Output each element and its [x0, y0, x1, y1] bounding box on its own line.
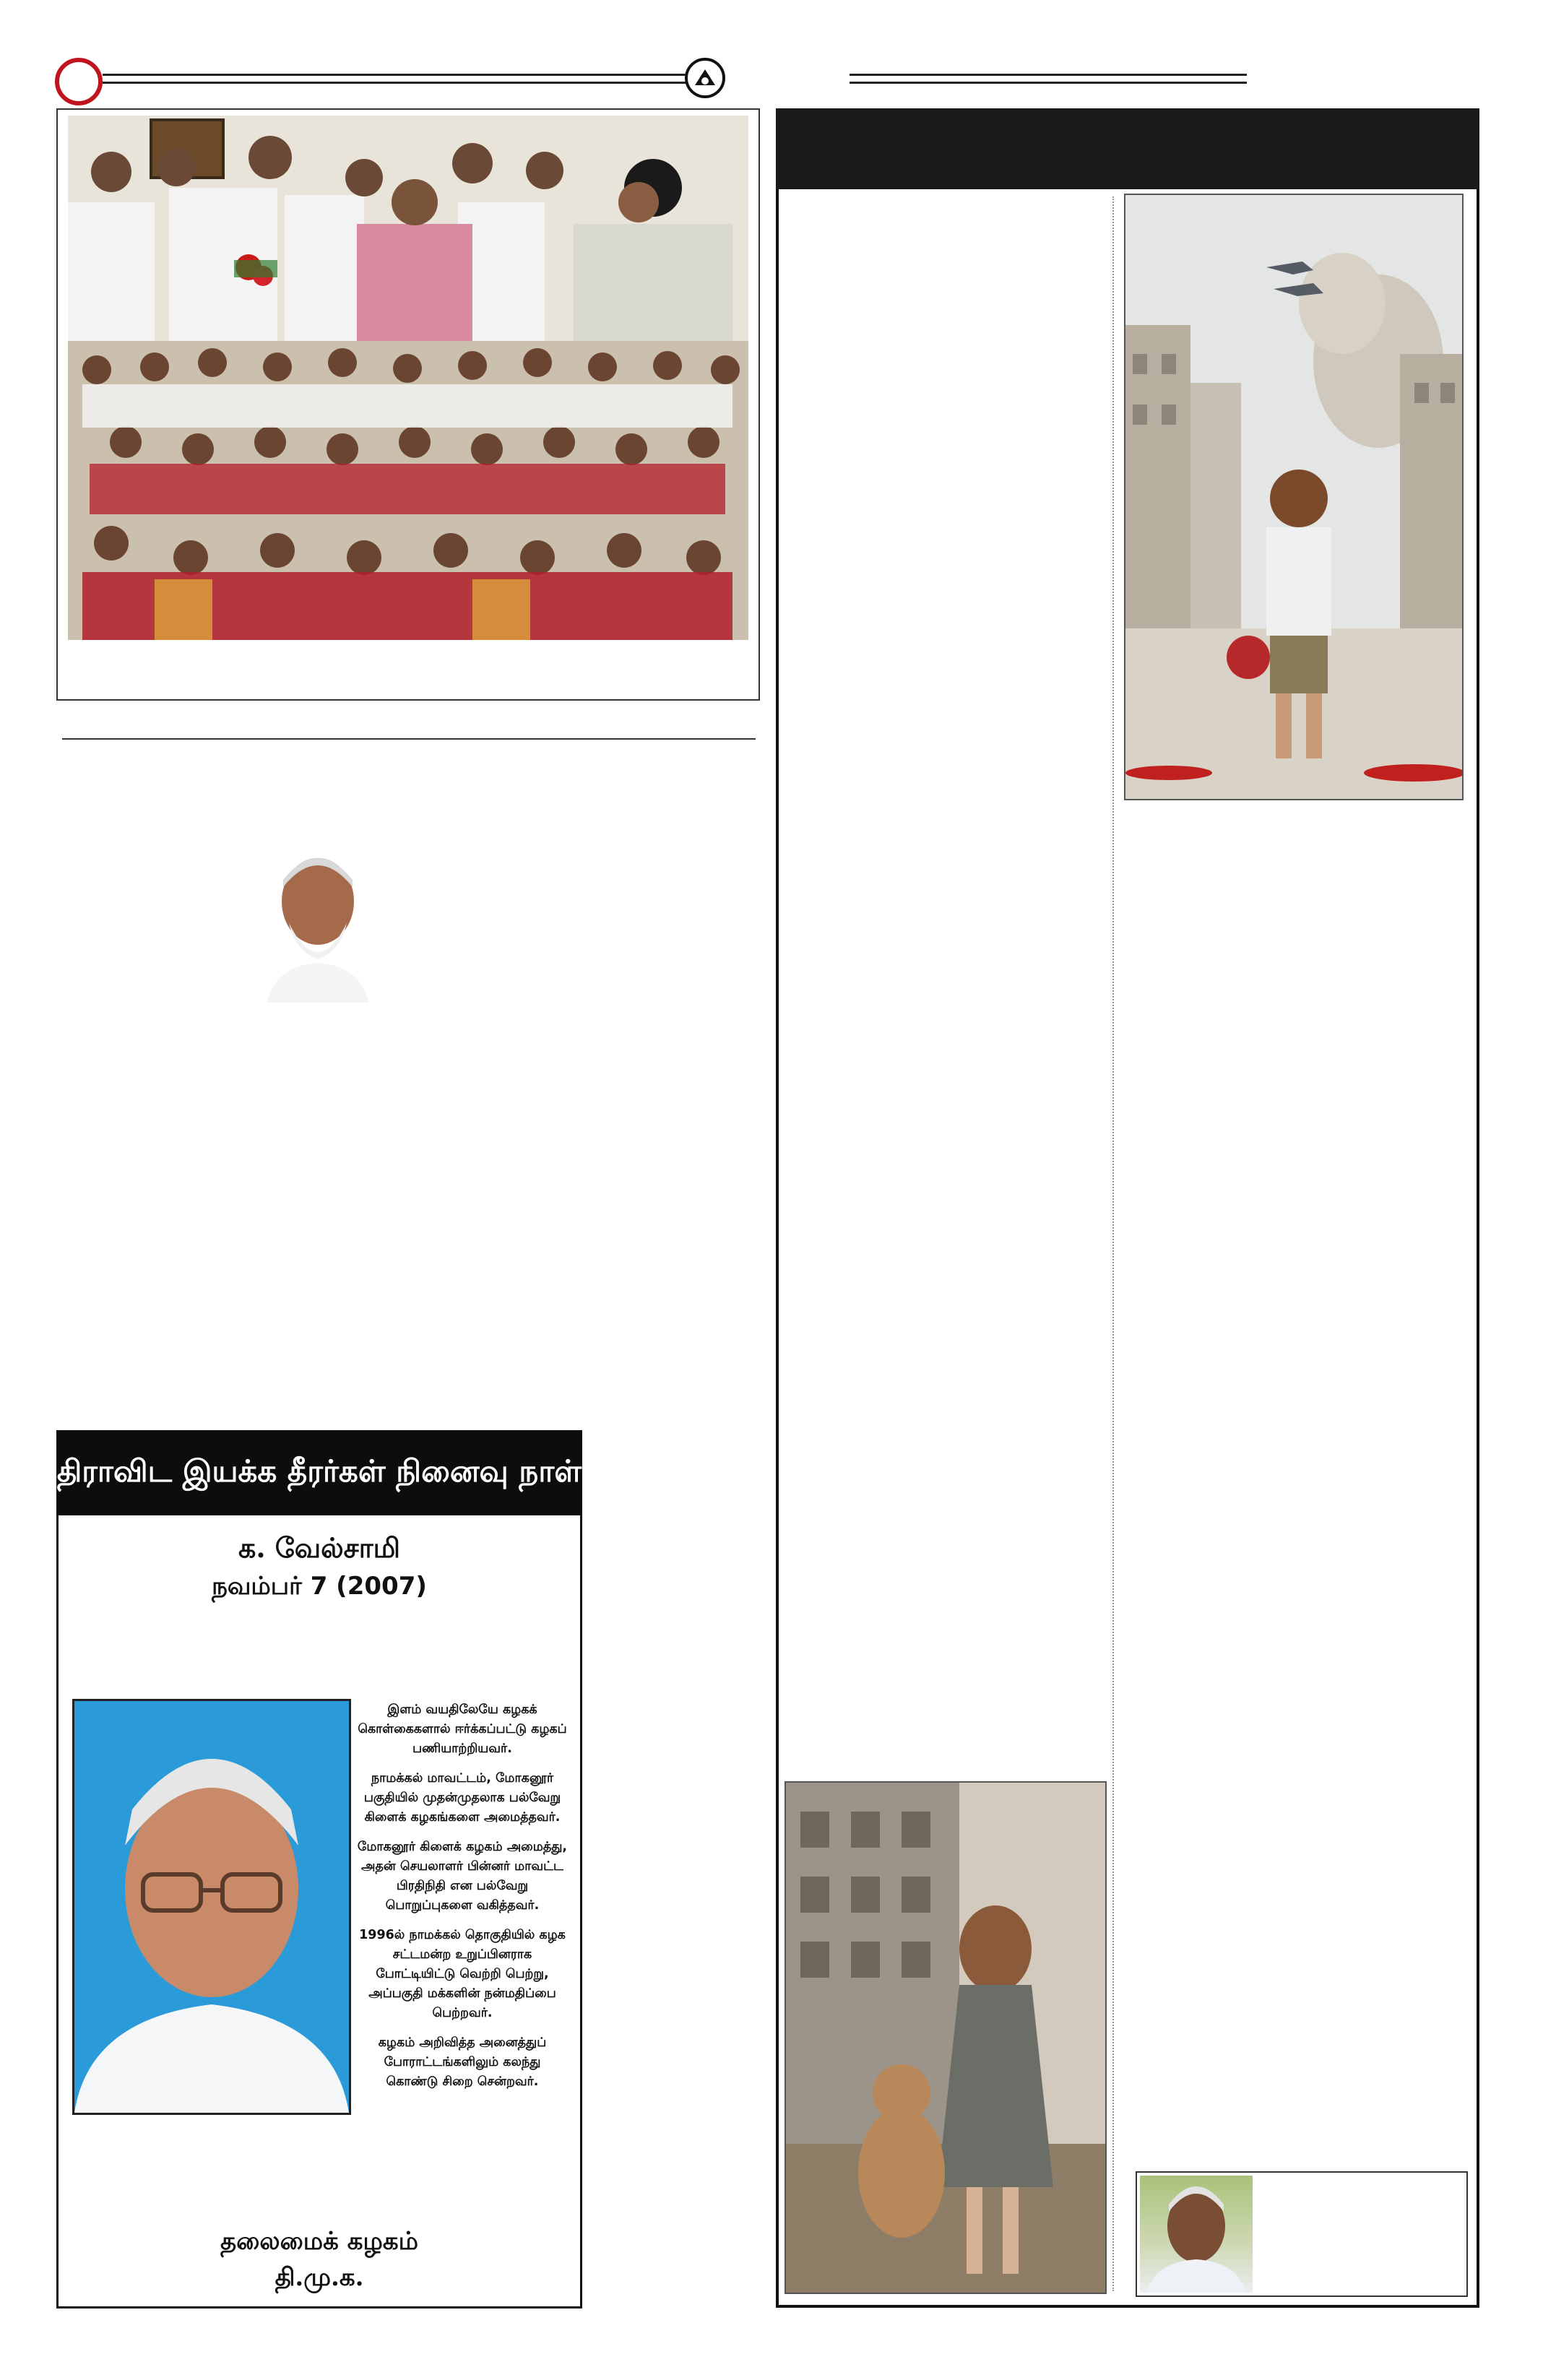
column-divider: [1112, 196, 1114, 2291]
biography-paragraph: மோகனூர் கிளைக் கழகம் அமைத்து, அதன் செயலாளர் பின்னர் மாவட்ட பிரதிநிதி என பல்வேறு பொறுப்புகளை வகித்தவர்.: [357, 1840, 568, 1913]
party-circle-logo-icon: [55, 58, 103, 105]
rising-sun-emblem-icon: [685, 58, 725, 98]
memorial-footer: [56, 2223, 582, 2295]
war-boy-photo: [1124, 194, 1464, 800]
header-rule-right: [850, 74, 1247, 84]
memorial-date: நவம்பர் 7 (2007): [212, 1572, 427, 1601]
memorial-banner-title: திராவிட இயக்க தீரர்கள் நினைவு நாள்: [56, 1430, 582, 1515]
header-rule: [103, 74, 686, 84]
right-column-header-bar: [776, 108, 1479, 189]
war-girl-photo: [785, 1781, 1107, 2294]
biography-paragraph: இளம் வயதிலேயே கழகக் கொள்கைகளால் ஈர்க்கப்பட்டு கழகப் பணியாற்றியவர்.: [358, 1702, 567, 1756]
footer-headquarters: தலைமைக் கழகம்: [220, 2227, 418, 2256]
biography-paragraph: கழகம் அறிவித்த அனைத்துப் போராட்டங்களிலும் கலந்து கொண்டு சிறை சென்றவர்.: [378, 2035, 547, 2089]
meeting-photo: [68, 116, 748, 341]
biography-paragraph: 1996ல் நாமக்கல் தொகுதியில் கழக சட்டமன்ற உறுப்பினராக போட்டியிட்டு வெற்றி பெற்று, அப்பகுதி மக்களின் நன்மதிப்பை பெற்றவர்.: [359, 1928, 566, 2020]
memorial-portrait: [72, 1699, 351, 2115]
crowd-photo: [68, 341, 748, 640]
footer-party: தி.மு.க.: [275, 2263, 364, 2292]
biography-paragraph: நாமக்கல் மாவட்டம், மோகனூர் பகுதியில் முதன்முதலாக பல்வேறு கிளைக் கழகங்களை அமைத்தவர்.: [363, 1771, 561, 1825]
section-divider: [62, 738, 756, 740]
author-portrait: [267, 844, 368, 1003]
columnist-photo: [1140, 2176, 1253, 2293]
memorial-biography: [357, 1700, 568, 2102]
memorial-name: க. வேல்சாமி: [238, 1531, 400, 1564]
